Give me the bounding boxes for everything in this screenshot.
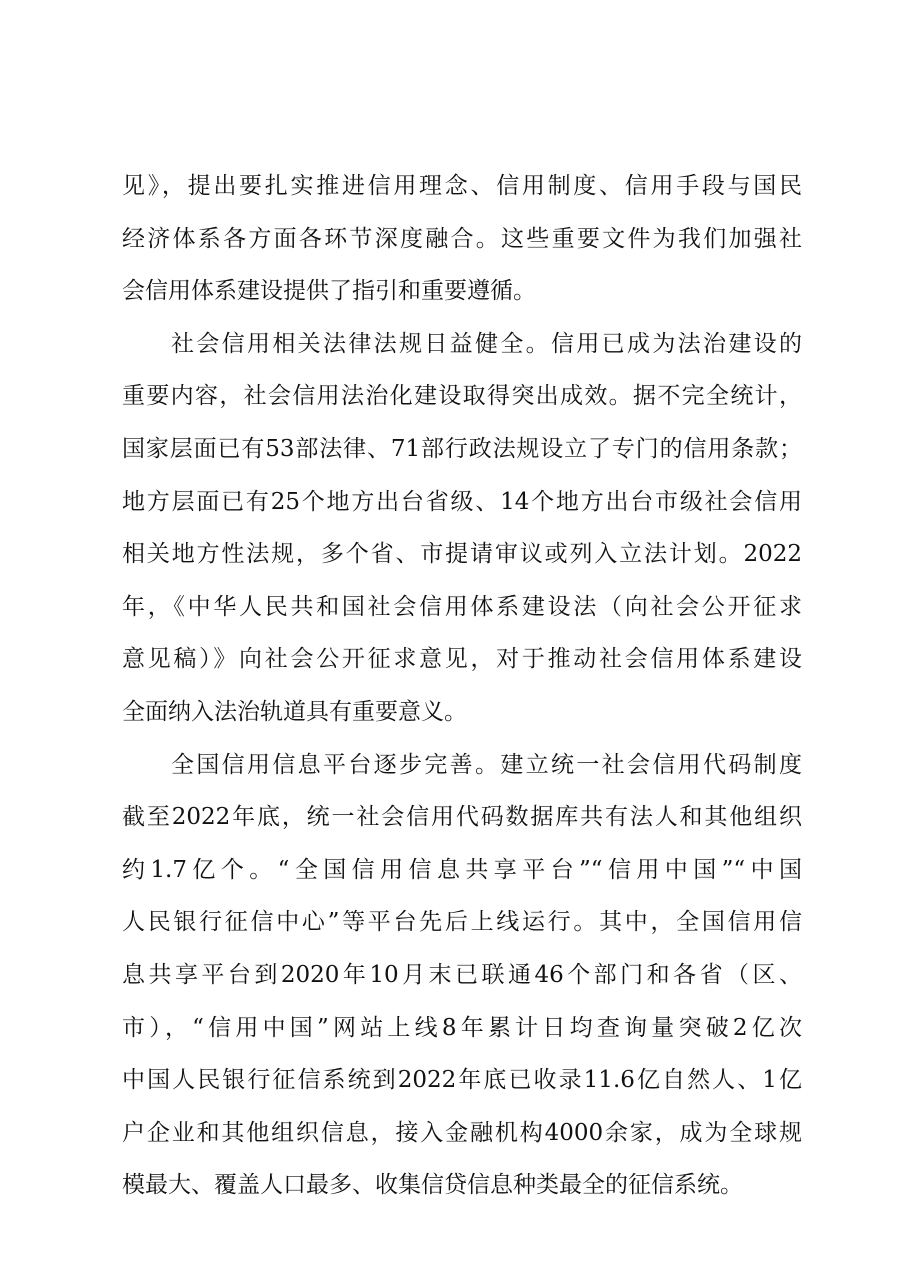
- text-line: 意见稿）》向社会公开征求意见，对于推动社会信用体系建设: [122, 646, 802, 673]
- text-line: 见》，提出要扎实推进信用理念、信用制度、信用手段与国民: [122, 173, 802, 199]
- text-line: 息共享平台到2020年10月末已联通46个部门和各省（区、: [122, 961, 802, 988]
- text-line: 全面纳入法治轨道具有重要意义。: [122, 698, 467, 725]
- text-line: 人民银行征信中心”等平台先后上线运行。其中，全国信用信: [122, 909, 802, 936]
- text-line: 重要内容，社会信用法治化建设取得突出成效。据不完全统计，: [122, 383, 802, 410]
- text-line: 相关地方性法规，多个省、市提请审议或列入立法计划。2022: [122, 541, 802, 568]
- text-line: 国家层面已有53部法律、71部行政法规设立了专门的信用条款；: [122, 435, 802, 462]
- text-line: 地方层面已有25个地方出台省级、14个地方出台市级社会信用: [122, 488, 802, 515]
- text-line: 年，《中华人民共和国社会信用体系建设法（向社会公开征求: [122, 593, 802, 620]
- body-text: [122, 160, 802, 1212]
- text-line: 截至2022年底，统一社会信用代码数据库共有法人和其他组织: [122, 804, 802, 831]
- text-line: 约1.7亿个。“全国信用信息共享平台”“信用中国”“中国: [122, 856, 802, 883]
- text-line: 中国人民银行征信系统到2022年底已收录11.6亿自然人、1亿: [122, 1067, 802, 1094]
- text-line: 会信用体系建设提供了指引和重要遵循。: [122, 278, 536, 305]
- text-line: 户企业和其他组织信息，接入金融机构4000余家，成为全球规: [122, 1119, 802, 1146]
- text-line: 市），“信用中国”网站上线8年累计日均查询量突破2亿次: [122, 1014, 802, 1041]
- paragraph-start-line: 社会信用相关法律法规日益健全。信用已成为法治建设的: [171, 330, 802, 357]
- text-line: 模最大、覆盖人口最多、收集信贷信息种类最全的征信系统。: [122, 1172, 743, 1199]
- paragraph-start-line: 全国信用信息平台逐步完善。建立统一社会信用代码制度: [171, 751, 802, 778]
- text-line: 经济体系各方面各环节深度融合。这些重要文件为我们加强社: [122, 225, 802, 252]
